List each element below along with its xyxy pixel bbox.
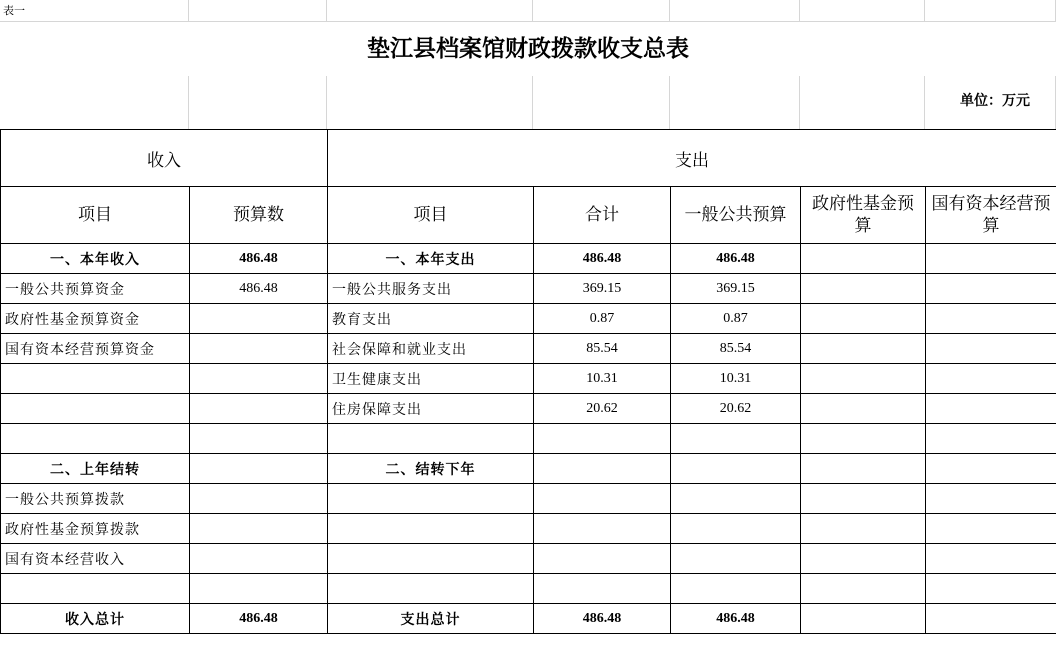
expense-total-cell[interactable] bbox=[534, 454, 671, 484]
page-title: 垫江县档案馆财政拨款收支总表 bbox=[0, 22, 1056, 76]
header-total[interactable]: 合计 bbox=[534, 187, 671, 244]
header-budget[interactable]: 预算数 bbox=[190, 187, 328, 244]
general-budget-cell[interactable] bbox=[671, 484, 801, 514]
income-amount-cell[interactable] bbox=[190, 574, 328, 604]
income-item-cell[interactable]: 政府性基金预算拨款 bbox=[1, 514, 190, 544]
expense-total-cell[interactable] bbox=[534, 544, 671, 574]
income-band-header[interactable]: 收入 bbox=[1, 130, 328, 187]
gov-fund-cell[interactable] bbox=[801, 394, 926, 424]
income-item-cell[interactable]: 政府性基金预算资金 bbox=[1, 304, 190, 334]
grid-cell[interactable] bbox=[925, 0, 1056, 22]
grid-cell[interactable] bbox=[533, 0, 670, 22]
grid-cell[interactable] bbox=[0, 0, 189, 22]
state-capital-cell[interactable] bbox=[926, 424, 1056, 454]
income-amount-cell[interactable] bbox=[190, 424, 328, 454]
table-row bbox=[1, 244, 1056, 274]
table-row bbox=[1, 544, 1056, 574]
income-item-cell[interactable]: 一般公共预算资金 bbox=[1, 274, 190, 304]
state-capital-cell[interactable] bbox=[926, 514, 1056, 544]
income-item-cell[interactable]: 一般公共预算拨款 bbox=[1, 484, 190, 514]
table-row bbox=[1, 394, 1056, 424]
state-capital-cell[interactable] bbox=[926, 454, 1056, 484]
table-body bbox=[1, 244, 1056, 634]
general-budget-cell[interactable] bbox=[671, 514, 801, 544]
expense-item-cell[interactable] bbox=[328, 424, 534, 454]
state-capital-cell[interactable] bbox=[926, 574, 1056, 604]
general-budget-cell[interactable]: 0.87 bbox=[671, 304, 801, 334]
grid-cell[interactable] bbox=[327, 76, 533, 130]
gov-fund-cell[interactable] bbox=[801, 424, 926, 454]
expense-item-cell[interactable] bbox=[328, 514, 534, 544]
income-item-cell[interactable] bbox=[1, 364, 190, 394]
gov-fund-cell[interactable] bbox=[801, 604, 926, 634]
gov-fund-cell[interactable] bbox=[801, 244, 926, 274]
income-amount-cell[interactable] bbox=[190, 544, 328, 574]
income-amount-cell[interactable] bbox=[190, 364, 328, 394]
grid-cell[interactable] bbox=[327, 0, 533, 22]
income-amount-cell[interactable] bbox=[190, 514, 328, 544]
grid-cell[interactable] bbox=[800, 0, 925, 22]
table-row bbox=[1, 274, 1056, 304]
income-item-cell[interactable]: 一、本年收入 bbox=[1, 244, 190, 274]
grid-cell[interactable] bbox=[800, 76, 925, 130]
table-row bbox=[1, 304, 1056, 334]
general-budget-cell[interactable]: 20.62 bbox=[671, 394, 801, 424]
general-budget-cell[interactable]: 10.31 bbox=[671, 364, 801, 394]
state-capital-cell[interactable] bbox=[926, 334, 1056, 364]
grid-cell[interactable] bbox=[670, 0, 800, 22]
gov-fund-cell[interactable] bbox=[801, 544, 926, 574]
expense-item-cell[interactable]: 教育支出 bbox=[328, 304, 534, 334]
unit-label: 单位：万元 bbox=[960, 93, 1030, 109]
expense-total-cell[interactable] bbox=[534, 574, 671, 604]
header-expense-item[interactable]: 项目 bbox=[328, 187, 534, 244]
table-row bbox=[1, 424, 1056, 454]
expense-item-cell[interactable]: 社会保障和就业支出 bbox=[328, 334, 534, 364]
gov-fund-cell[interactable] bbox=[801, 454, 926, 484]
income-item-cell[interactable] bbox=[1, 394, 190, 424]
income-amount-cell[interactable] bbox=[190, 454, 328, 484]
table-row bbox=[1, 484, 1056, 514]
table-row bbox=[1, 574, 1056, 604]
band-row bbox=[1, 130, 1056, 187]
income-item-cell[interactable] bbox=[1, 424, 190, 454]
income-item-cell[interactable]: 收入总计 bbox=[1, 604, 190, 634]
income-amount-cell[interactable] bbox=[190, 334, 328, 364]
grid-cell[interactable] bbox=[533, 76, 670, 130]
expense-total-cell[interactable]: 0.87 bbox=[534, 304, 671, 334]
general-budget-cell[interactable] bbox=[671, 574, 801, 604]
budget-table bbox=[0, 129, 1056, 634]
table-row bbox=[1, 454, 1056, 484]
general-budget-cell[interactable]: 486.48 bbox=[671, 604, 801, 634]
gov-fund-cell[interactable] bbox=[801, 364, 926, 394]
expense-total-cell[interactable]: 20.62 bbox=[534, 394, 671, 424]
expense-total-cell[interactable]: 10.31 bbox=[534, 364, 671, 394]
income-amount-cell[interactable]: 486.48 bbox=[190, 244, 328, 274]
grid-cell[interactable] bbox=[189, 76, 327, 130]
header-income-item[interactable]: 项目 bbox=[1, 187, 190, 244]
income-amount-cell[interactable]: 486.48 bbox=[190, 604, 328, 634]
income-item-cell[interactable]: 国有资本经营预算资金 bbox=[1, 334, 190, 364]
income-item-cell[interactable]: 二、上年结转 bbox=[1, 454, 190, 484]
gov-fund-cell[interactable] bbox=[801, 274, 926, 304]
expense-item-cell[interactable]: 二、结转下年 bbox=[328, 454, 534, 484]
general-budget-cell[interactable]: 85.54 bbox=[671, 334, 801, 364]
state-capital-cell[interactable] bbox=[926, 304, 1056, 334]
sheet-label: 表一 bbox=[3, 4, 25, 17]
state-capital-cell[interactable] bbox=[926, 394, 1056, 424]
expense-item-cell[interactable] bbox=[328, 544, 534, 574]
state-capital-cell[interactable] bbox=[926, 484, 1056, 514]
expense-total-cell[interactable]: 486.48 bbox=[534, 244, 671, 274]
gov-fund-cell[interactable] bbox=[801, 574, 926, 604]
grid-cell[interactable] bbox=[0, 76, 189, 130]
grid-cell[interactable] bbox=[670, 76, 800, 130]
expense-total-cell[interactable] bbox=[534, 484, 671, 514]
expense-total-cell[interactable] bbox=[534, 424, 671, 454]
table-row bbox=[1, 604, 1056, 634]
expense-total-cell[interactable]: 85.54 bbox=[534, 334, 671, 364]
expense-item-cell[interactable]: 一、本年支出 bbox=[328, 244, 534, 274]
income-item-cell[interactable]: 国有资本经营收入 bbox=[1, 544, 190, 574]
table-row bbox=[1, 514, 1056, 544]
gov-fund-cell[interactable] bbox=[801, 514, 926, 544]
general-budget-cell[interactable]: 486.48 bbox=[671, 244, 801, 274]
expense-item-cell[interactable] bbox=[328, 484, 534, 514]
state-capital-cell[interactable] bbox=[926, 544, 1056, 574]
expense-total-cell[interactable]: 369.15 bbox=[534, 274, 671, 304]
expense-total-cell[interactable] bbox=[534, 514, 671, 544]
expense-item-cell[interactable]: 一般公共服务支出 bbox=[328, 274, 534, 304]
expense-item-cell[interactable]: 支出总计 bbox=[328, 604, 534, 634]
grid-cell[interactable] bbox=[189, 0, 327, 22]
general-budget-cell[interactable]: 369.15 bbox=[671, 274, 801, 304]
table-row bbox=[1, 364, 1056, 394]
gov-fund-cell[interactable] bbox=[801, 334, 926, 364]
expense-item-cell[interactable] bbox=[328, 574, 534, 604]
general-budget-cell[interactable] bbox=[671, 544, 801, 574]
state-capital-cell[interactable] bbox=[926, 244, 1056, 274]
column-header-row bbox=[1, 187, 1056, 244]
table-row bbox=[1, 334, 1056, 364]
state-capital-cell[interactable] bbox=[926, 604, 1056, 634]
expense-item-cell[interactable]: 卫生健康支出 bbox=[328, 364, 534, 394]
income-amount-cell[interactable]: 486.48 bbox=[190, 274, 328, 304]
header-state-capital-budget[interactable]: 国有资本经营预算 bbox=[926, 187, 1056, 244]
state-capital-cell[interactable] bbox=[926, 364, 1056, 394]
header-general-budget[interactable]: 一般公共预算 bbox=[671, 187, 801, 244]
expense-band-header[interactable]: 支出 bbox=[328, 130, 1056, 187]
income-amount-cell[interactable] bbox=[190, 394, 328, 424]
expense-item-cell[interactable]: 住房保障支出 bbox=[328, 394, 534, 424]
gov-fund-cell[interactable] bbox=[801, 484, 926, 514]
income-item-cell[interactable] bbox=[1, 574, 190, 604]
expense-total-cell[interactable]: 486.48 bbox=[534, 604, 671, 634]
gov-fund-cell[interactable] bbox=[801, 304, 926, 334]
general-budget-cell[interactable] bbox=[671, 454, 801, 484]
header-gov-fund-budget[interactable]: 政府性基金预算 bbox=[801, 187, 926, 244]
general-budget-cell[interactable] bbox=[671, 424, 801, 454]
income-amount-cell[interactable] bbox=[190, 484, 328, 514]
income-amount-cell[interactable] bbox=[190, 304, 328, 334]
state-capital-cell[interactable] bbox=[926, 274, 1056, 304]
